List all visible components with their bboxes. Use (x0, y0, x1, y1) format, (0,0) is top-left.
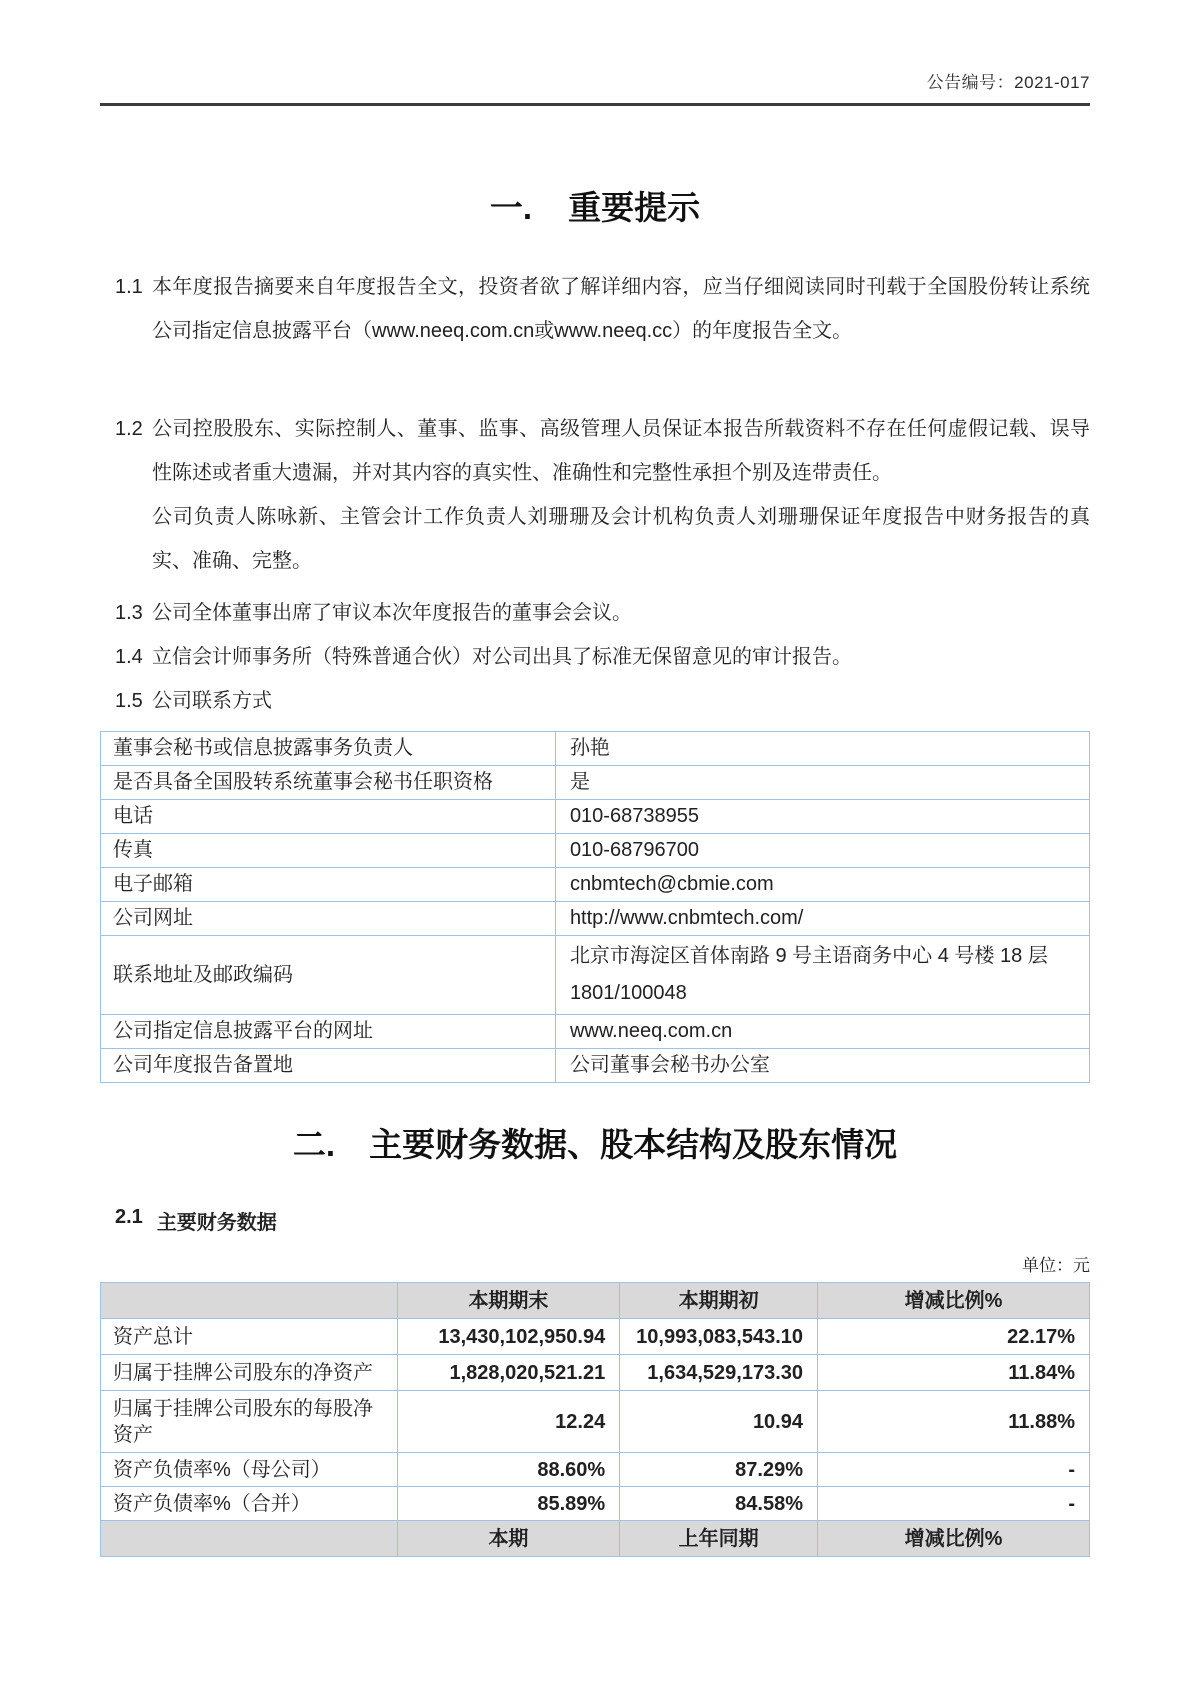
para-1-3-text: 公司全体董事出席了审议本次年度报告的董事会会议。 (152, 602, 632, 624)
fin-footer-prior-period: 上年同期 (620, 1521, 818, 1557)
para-1-2-text (152, 407, 1090, 583)
para-1-4-text: 立信会计师事务所（特殊普通合伙）对公司出具了标准无保留意见的审计报告。 (152, 646, 852, 668)
fin-footer-empty (101, 1521, 398, 1557)
para-1-4 (100, 635, 1090, 679)
para-1-1 (100, 265, 1090, 353)
table-row (101, 1355, 1090, 1391)
section2-title (100, 1119, 1090, 1166)
table-row (101, 902, 1090, 936)
table-row (101, 732, 1090, 766)
fin-header-period-begin: 本期期初 (620, 1283, 818, 1319)
fin-row-begin-value: 87.29% (620, 1453, 818, 1487)
para-1-2 (100, 407, 1090, 583)
unit-label: 单位：元 (1022, 1256, 1090, 1275)
fin-row-label: 资产负债率%（母公司） (101, 1453, 398, 1487)
contact-label: 是否具备全国股转系统董事会秘书任职资格 (101, 766, 556, 800)
fin-footer-change-ratio: 增减比例% (818, 1521, 1090, 1557)
fin-row-change-value: 22.17% (818, 1319, 1090, 1355)
fin-header-empty (101, 1283, 398, 1319)
doc-number: 公告编号：2021-017 (926, 73, 1090, 92)
para-1-2-number: 1.2 (115, 418, 143, 440)
section1-title-text: 重要提示 (568, 189, 701, 226)
contact-value: 是 (555, 766, 1089, 800)
contact-label: 传真 (101, 834, 556, 868)
fin-row-begin-value: 10.94 (620, 1391, 818, 1453)
contact-label: 联系地址及邮政编码 (101, 936, 556, 1015)
financial-table-header-row (101, 1283, 1090, 1319)
fin-row-end-value: 1,828,020,521.21 (397, 1355, 620, 1391)
contact-value: www.neeq.com.cn (555, 1015, 1089, 1049)
contact-value: cnbmtech@cbmie.com (555, 868, 1089, 902)
section1-title-number: 一. (489, 189, 533, 226)
fin-row-label: 归属于挂牌公司股东的每股净资产 (101, 1391, 398, 1453)
contact-value: 公司董事会秘书办公室 (555, 1049, 1089, 1083)
para-1-1-number: 1.1 (115, 276, 143, 298)
contact-value: 孙艳 (555, 732, 1089, 766)
section2-title-text: 主要财务数据、股本结构及股东情况 (369, 1126, 898, 1163)
table-row (101, 1319, 1090, 1355)
fin-row-begin-value: 10,993,083,543.10 (620, 1319, 818, 1355)
header-rule (100, 103, 1090, 106)
para-1-3 (100, 591, 1090, 635)
fin-row-end-value: 13,430,102,950.94 (397, 1319, 620, 1355)
table-row (101, 868, 1090, 902)
table-row (101, 800, 1090, 834)
subsection-2-1-text: 主要财务数据 (156, 1212, 277, 1234)
para-1-5-text: 公司联系方式 (152, 690, 272, 712)
table-row (101, 1015, 1090, 1049)
contact-value: 010-68796700 (555, 834, 1089, 868)
section1-title (100, 182, 1090, 229)
fin-header-period-end: 本期期末 (397, 1283, 620, 1319)
para-1-2-text-part1: 公司控股股东、实际控制人、董事、监事、高级管理人员保证本报告所载资料不存在任何虚假记载、误导性陈述或者重大遗漏，并对其内容的真实性、准确性和完整性承担个别及连带责任。 (152, 418, 1090, 484)
fin-row-change-value: 11.84% (818, 1355, 1090, 1391)
table-row (101, 1453, 1090, 1487)
fin-row-end-value: 85.89% (397, 1487, 620, 1521)
table-row (101, 1391, 1090, 1453)
fin-row-end-value: 12.24 (397, 1391, 620, 1453)
fin-footer-current-period: 本期 (397, 1521, 620, 1557)
fin-row-change-value: - (818, 1487, 1090, 1521)
table-row (101, 936, 1090, 1015)
fin-row-end-value: 88.60% (397, 1453, 620, 1487)
fin-row-label: 资产总计 (101, 1319, 398, 1355)
contact-label: 公司指定信息披露平台的网址 (101, 1015, 556, 1049)
contact-value: http://www.cnbmtech.com/ (555, 902, 1089, 936)
table-row (101, 1049, 1090, 1083)
para-1-2-text-part2: 公司负责人陈咏新、主管会计工作负责人刘珊珊及会计机构负责人刘珊珊保证年度报告中财务报告的真实、准确、完整。 (152, 506, 1090, 572)
fin-header-change-ratio: 增减比例% (818, 1283, 1090, 1319)
contact-label: 公司网址 (101, 902, 556, 936)
contact-label: 电话 (101, 800, 556, 834)
fin-row-begin-value: 1,634,529,173.30 (620, 1355, 818, 1391)
para-1-1-text: 本年度报告摘要来自年度报告全文，投资者欲了解详细内容，应当仔细阅读同时刊载于全国股份转让系统公司指定信息披露平台（www.neeq.com.cn或www.neeq.cc）的年度报告全文。 (152, 276, 1090, 342)
table-row (101, 766, 1090, 800)
subsection-2-1-title (100, 1206, 1090, 1235)
contact-value: 北京市海淀区首体南路 9 号主语商务中心 4 号楼 18 层 1801/100048 (555, 936, 1089, 1015)
fin-row-change-value: 11.88% (818, 1391, 1090, 1453)
fin-row-label: 资产负债率%（合并） (101, 1487, 398, 1521)
para-1-3-number: 1.3 (115, 602, 143, 624)
contact-label: 公司年度报告备置地 (101, 1049, 556, 1083)
financial-table-footer-row (101, 1521, 1090, 1557)
fin-row-change-value: - (818, 1453, 1090, 1487)
financial-table (100, 1282, 1090, 1557)
subsection-2-1-number: 2.1 (115, 1206, 143, 1228)
table-row (101, 1487, 1090, 1521)
table-row (101, 834, 1090, 868)
fin-row-begin-value: 84.58% (620, 1487, 818, 1521)
para-1-5-number: 1.5 (115, 690, 143, 712)
para-1-5 (100, 679, 1090, 723)
contact-label: 董事会秘书或信息披露事务负责人 (101, 732, 556, 766)
section2-title-number: 二. (292, 1126, 336, 1163)
fin-row-label: 归属于挂牌公司股东的净资产 (101, 1355, 398, 1391)
contact-table (100, 731, 1090, 1083)
contact-value: 010-68738955 (555, 800, 1089, 834)
contact-label: 电子邮箱 (101, 868, 556, 902)
para-1-4-number: 1.4 (115, 646, 143, 668)
